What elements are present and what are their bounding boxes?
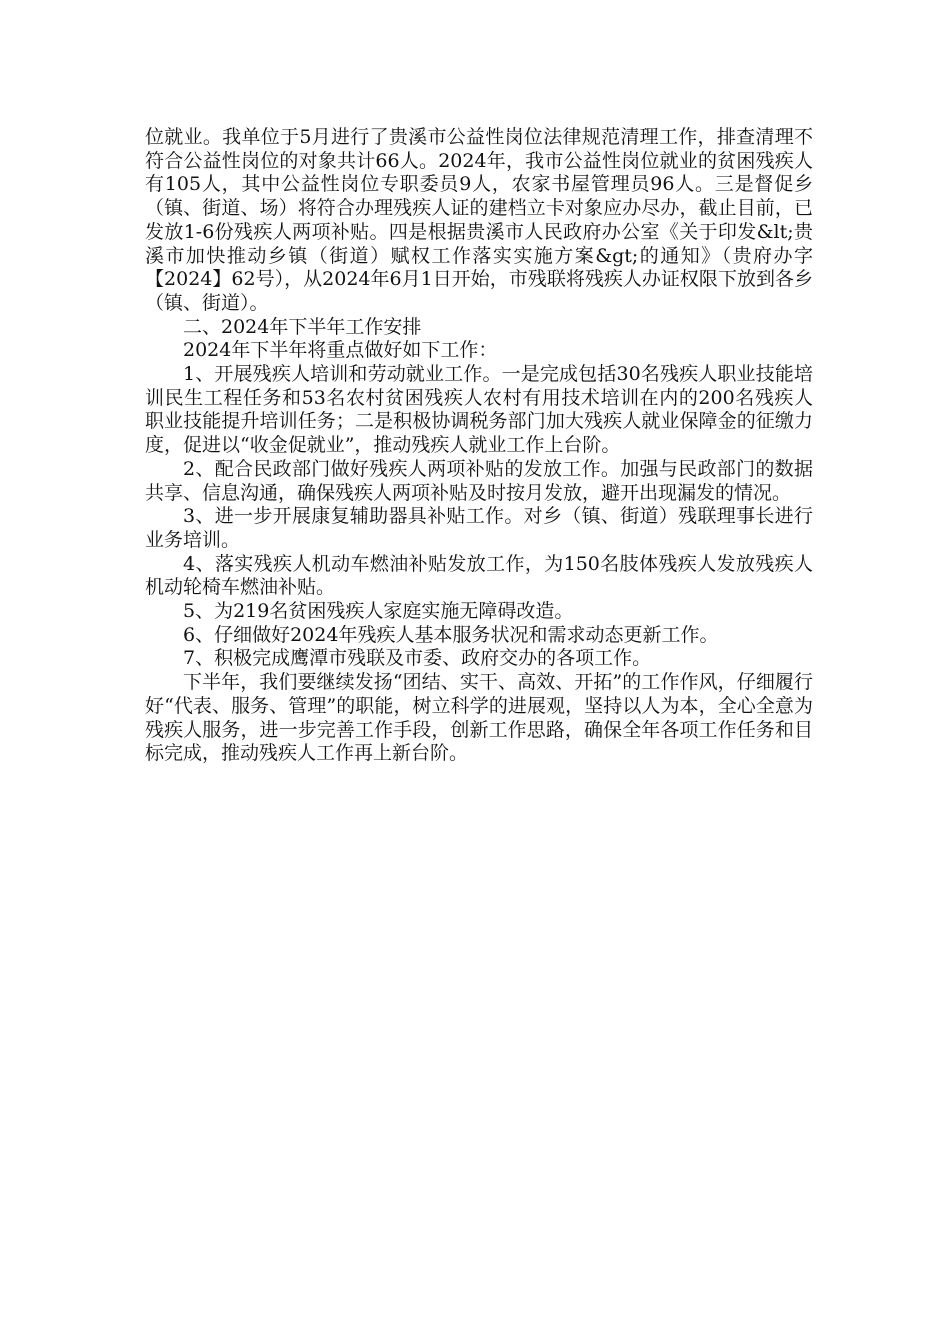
list-item-training-employment: 1、开展残疾人培训和劳动就业工作。一是完成包括30名残疾人职业技能培训民生工程任务和53名农村贫困残疾人农村有用技术培训在内的200名残疾人职业技能提升培训任务；二是积极协调税务部门加大残疾人就业保障金的征缴力度，促进以“收金促就业”，推动残疾人就业工作上台阶。	[145, 363, 813, 457]
list-item-fuel-subsidy: 4、落实残疾人机动车燃油补贴发放工作，为150名肢体残疾人发放残疾人机动轮椅车燃油补贴。	[145, 552, 813, 599]
paragraph-plan-intro: 2024年下半年将重点做好如下工作：	[183, 339, 498, 362]
list-item-rehab-devices: 3、进一步开展康复辅助器具补贴工作。对乡（镇、街道）残联理事长进行业务培训。	[145, 505, 813, 551]
document-body	[145, 126, 813, 766]
section-heading-second-half-plan: 二、2024年下半年工作安排	[183, 315, 422, 338]
list-item-assigned-tasks: 7、积极完成鹰潭市残联及市委、政府交办的各项工作。	[183, 647, 652, 670]
paragraph-employment-summary: 位就业。我单位于5月进行了贵溪市公益性岗位法律规范清理工作，排查清理不符合公益性岗位的对象共计66人。2024年，我市公益性岗位就业的贫困残疾人有105人，其中公益性岗位专职委员9人，农家书屋管理员96人。三是督促乡（镇、街道、场）将符合办理残疾人证的建档立卡对象应办尽办，截止目前，已发放1-6份残疾人两项补贴。四是根据贵溪市人民政府办公室《关于印发&lt;贵溪市加快推动乡镇（街道）赋权工作落实实施方案&gt;的通知》（贵府办字【2024】62号），从2024年6月1日开始，市残联将残疾人办证权限下放到各乡（镇、街道）。	[145, 126, 813, 314]
list-item-barrier-free: 5、为219名贫困残疾人家庭实施无障碍改造。	[183, 600, 574, 623]
paragraph-closing: 下半年，我们要继续发扬“团结、实干、高效、开拓”的工作作风，仔细履行好“代表、服务、管理”的职能，树立科学的进展观，坚持以人为本，全心全意为残疾人服务，进一步完善工作手段，创新工作思路，确保全年各项工作任务和目标完成，推动残疾人工作再上新台阶。	[145, 671, 813, 765]
list-item-subsidy-distribution: 2、配合民政部门做好残疾人两项补贴的发放工作。加强与民政部门的数据共享、信息沟通，确保残疾人两项补贴及时按月发放，避开出现漏发的情况。	[145, 457, 813, 504]
list-item-service-update: 6、仔细做好2024年残疾人基本服务状况和需求动态更新工作。	[183, 623, 719, 646]
